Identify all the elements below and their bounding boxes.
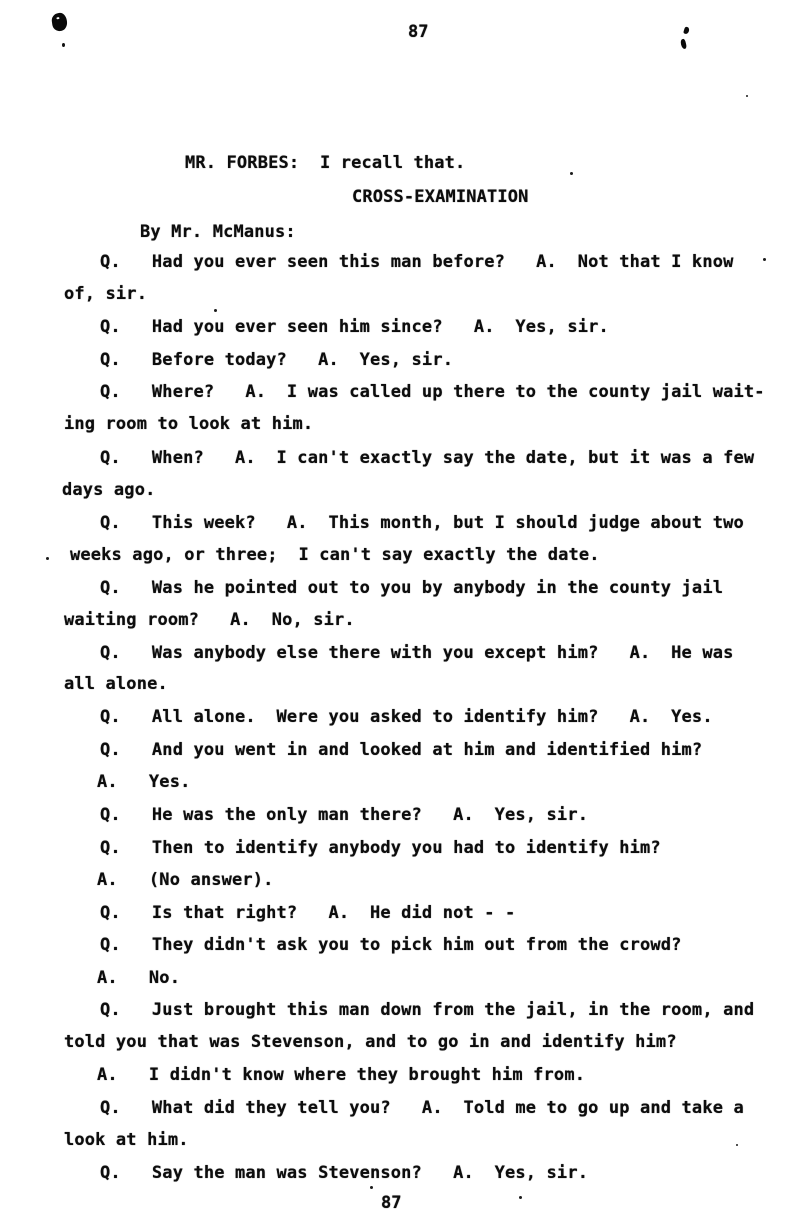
transcript-line: Q. Then to identify anybody you had to identify him? xyxy=(100,838,661,858)
transcript-line: of, sir. xyxy=(64,284,148,304)
transcript-line: Q. He was the only man there? A. Yes, sir. xyxy=(100,805,589,825)
transcript-line: Q. Before today? A. Yes, sir. xyxy=(100,350,454,370)
transcript-line: Q. What did they tell you? A. Told me to go up and take a xyxy=(100,1098,744,1118)
paper-speck xyxy=(570,172,573,175)
paper-speck xyxy=(763,258,766,261)
transcript-line: MR. FORBES: I recall that. xyxy=(185,153,466,173)
smudge-mark xyxy=(680,27,692,51)
transcript-line: Q. This week? A. This month, but I should judge about two xyxy=(100,513,744,533)
transcript-line: look at him. xyxy=(64,1130,189,1150)
paper-speck xyxy=(214,309,217,312)
transcript-line: Q. Had you ever seen him since? A. Yes, sir. xyxy=(100,317,609,337)
paper-speck xyxy=(519,1196,522,1199)
ink-blot-mark xyxy=(51,12,68,32)
transcript-line: A. I didn't know where they brought him from. xyxy=(97,1065,586,1085)
transcript-line: Q. All alone. Were you asked to identify him? A. Yes. xyxy=(100,707,713,727)
paper-speck xyxy=(46,557,49,560)
transcript-line: all alone. xyxy=(64,674,168,694)
transcript-line: Q. When? A. I can't exactly say the date, but it was a few xyxy=(100,448,755,468)
transcript-line: waiting room? A. No, sir. xyxy=(64,610,355,630)
transcript-line: Q. Where? A. I was called up there to the county jail wait- xyxy=(100,382,765,402)
paper-speck xyxy=(746,95,748,97)
transcript-line: Q. Say the man was Stevenson? A. Yes, sir. xyxy=(100,1163,589,1183)
transcript-line: By Mr. McManus: xyxy=(140,222,296,242)
transcript-line: Q. They didn't ask you to pick him out from the crowd? xyxy=(100,935,682,955)
transcript-line: Q. Is that right? A. He did not - - xyxy=(100,903,516,923)
transcript-line: told you that was Stevenson, and to go in and identify him? xyxy=(64,1032,677,1052)
page-number-bottom: 87 xyxy=(381,1193,402,1213)
transcript-line: Q. Was anybody else there with you except him? A. He was xyxy=(100,643,734,663)
page-number-top: 87 xyxy=(408,22,429,42)
ink-dot-mark xyxy=(62,43,65,47)
transcript-line: A. (No answer). xyxy=(97,870,274,890)
transcript-line: Q. And you went in and looked at him and identified him? xyxy=(100,740,703,760)
transcript-line: weeks ago, or three; I can't say exactly the date. xyxy=(70,545,600,565)
transcript-line: Q. Had you ever seen this man before? A. Not that I know xyxy=(100,252,734,272)
transcript-line: ing room to look at him. xyxy=(64,414,314,434)
transcript-line: Q. Just brought this man down from the jail, in the room, and xyxy=(100,1000,755,1020)
transcript-line: A. No. xyxy=(97,968,181,988)
paper-speck xyxy=(736,1144,738,1146)
transcript-line: A. Yes. xyxy=(97,772,191,792)
paper-speck xyxy=(370,1186,373,1189)
transcript-line: CROSS-EXAMINATION xyxy=(352,187,529,207)
transcript-line: Q. Was he pointed out to you by anybody in the county jail xyxy=(100,578,724,598)
transcript-line: days ago. xyxy=(62,480,156,500)
